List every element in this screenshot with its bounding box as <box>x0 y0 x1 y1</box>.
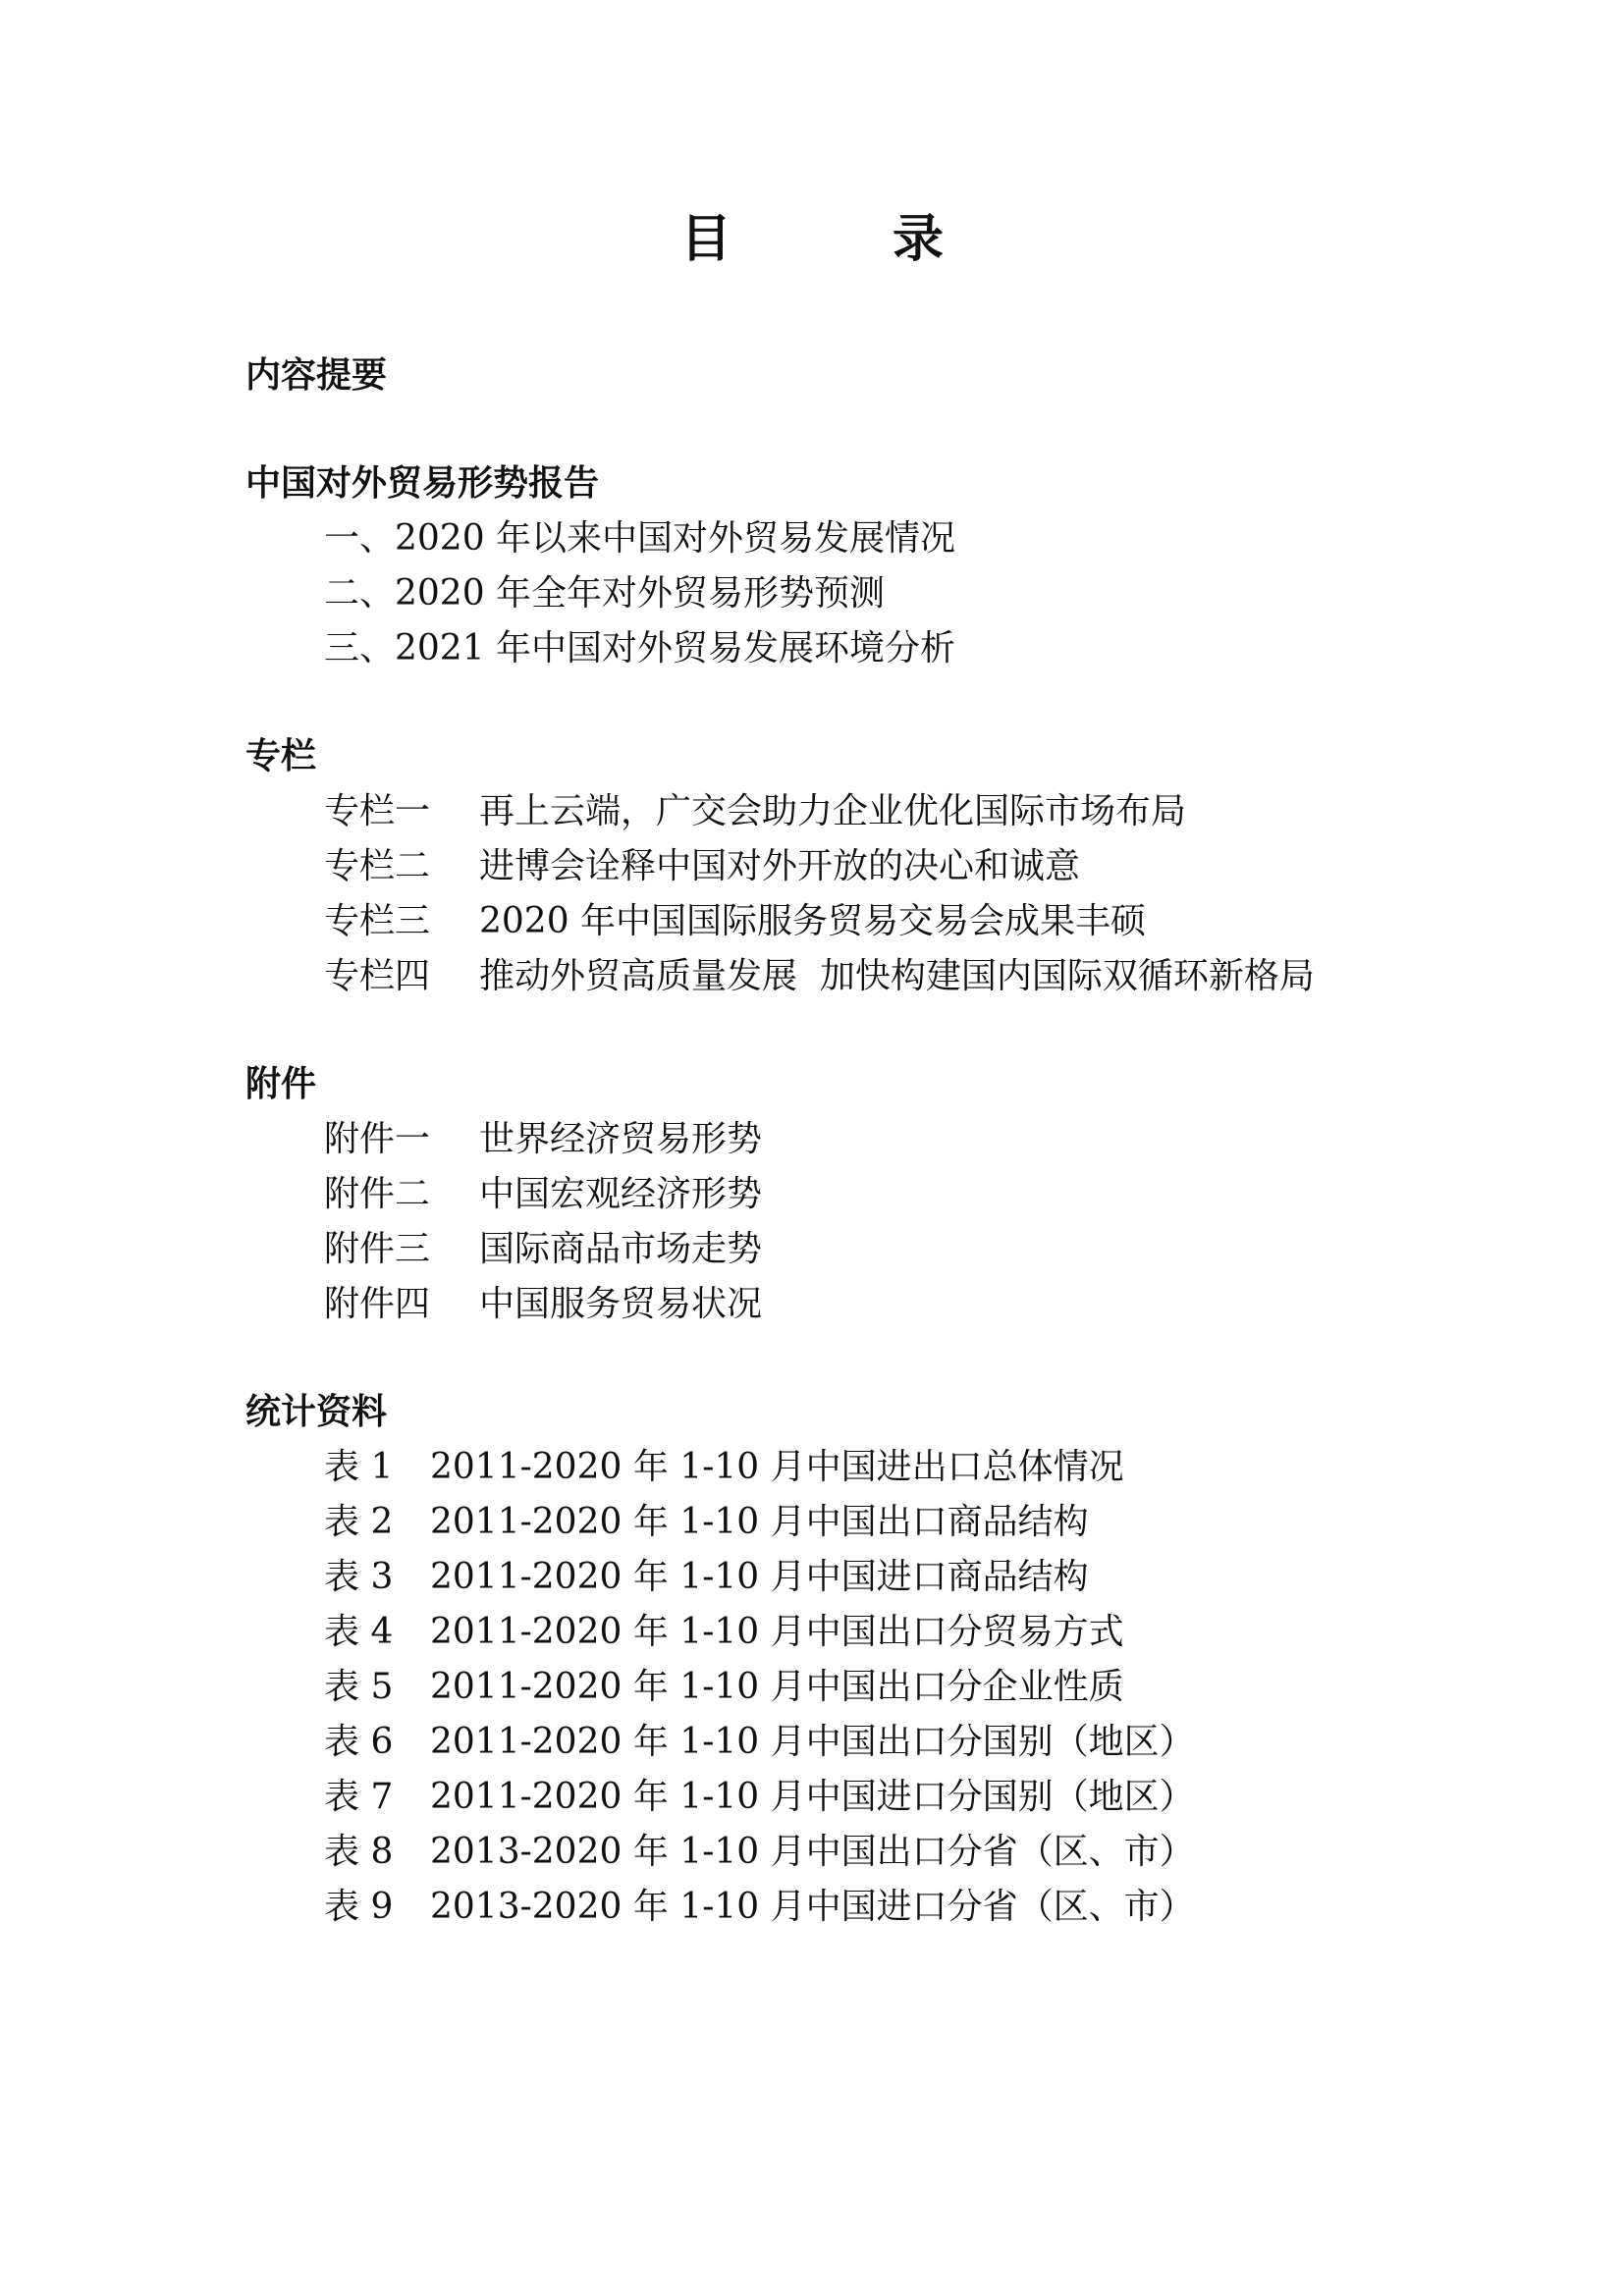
toc-entry-table-5[interactable] <box>245 1660 1483 1715</box>
toc-entry-table-1[interactable] <box>245 1440 1483 1495</box>
toc-entry-table-6[interactable] <box>245 1715 1483 1770</box>
toc-entry-text: 再上云端，广交会助力企业优化国际市场布局 <box>479 791 1187 831</box>
toc-entry-label: 表 7 <box>324 1777 394 1817</box>
toc-entry-appendix-1[interactable] <box>245 1112 1483 1167</box>
toc-entry-column-1[interactable] <box>245 784 1483 839</box>
toc-entry-appendix-4[interactable] <box>245 1277 1483 1332</box>
toc-entry-text: 2011-2020 年 1-10 月中国进口分国别（地区） <box>430 1777 1195 1817</box>
toc-entry-label: 表 2 <box>324 1502 394 1542</box>
toc-entry-label: 专栏四 <box>324 956 431 996</box>
toc-entry-text: 中国宏观经济形势 <box>479 1174 763 1214</box>
toc-entry-text: 2011-2020 年 1-10 月中国出口分企业性质 <box>430 1667 1124 1707</box>
toc-entry-label: 附件四 <box>324 1284 431 1324</box>
toc-entry-appendix-2[interactable] <box>245 1167 1483 1222</box>
toc-entry-report-2[interactable] <box>245 566 1483 621</box>
toc-entry-label: 附件二 <box>324 1174 431 1214</box>
toc-entry-column-3[interactable] <box>245 894 1483 949</box>
toc-entry-table-7[interactable] <box>245 1770 1483 1825</box>
toc-entry-report-1[interactable] <box>245 511 1483 566</box>
toc-entry-label: 专栏二 <box>324 846 431 886</box>
toc-entry-text: 2011-2020 年 1-10 月中国进出口总体情况 <box>430 1447 1124 1487</box>
toc-entry-label: 表 6 <box>324 1722 394 1762</box>
toc-entry-text: 2011-2020 年 1-10 月中国出口分贸易方式 <box>430 1612 1124 1652</box>
toc-entry-text: 2011-2020 年 1-10 月中国出口商品结构 <box>430 1502 1089 1542</box>
toc-entry-text: 推动外贸高质量发展 加快构建国内国际双循环新格局 <box>479 956 1315 996</box>
toc-entry-table-9[interactable] <box>245 1880 1483 1935</box>
section-heading-summary[interactable]: 内容提要 <box>245 355 388 396</box>
section-summary <box>245 348 1483 403</box>
toc-entry-text: 2011-2020 年 1-10 月中国进口商品结构 <box>430 1557 1089 1597</box>
toc-entry-table-3[interactable] <box>245 1550 1483 1605</box>
toc-entry-text: 二、2020 年全年对外贸易形势预测 <box>324 573 886 614</box>
toc-entry-label: 表 5 <box>324 1667 394 1707</box>
section-report <box>245 456 1483 676</box>
toc-entry-label: 表 4 <box>324 1612 394 1652</box>
toc-entry-table-8[interactable] <box>245 1825 1483 1880</box>
toc-entry-text: 一、2020 年以来中国对外贸易发展情况 <box>324 518 956 559</box>
toc-entry-label: 专栏三 <box>324 901 431 941</box>
toc-entry-text: 2011-2020 年 1-10 月中国出口分国别（地区） <box>430 1722 1195 1762</box>
toc-entry-text: 2013-2020 年 1-10 月中国进口分省（区、市） <box>430 1887 1195 1927</box>
toc-entry-appendix-3[interactable] <box>245 1222 1483 1277</box>
section-columns <box>245 729 1483 1004</box>
toc-entry-text: 三、2021 年中国对外贸易发展环境分析 <box>324 628 956 668</box>
toc-entry-label: 表 9 <box>324 1887 394 1927</box>
toc-entry-label: 附件三 <box>324 1229 431 1269</box>
table-of-contents <box>245 348 1483 1935</box>
toc-entry-label: 专栏一 <box>324 791 431 831</box>
toc-entry-table-4[interactable] <box>245 1605 1483 1660</box>
section-heading-report[interactable]: 中国对外贸易形势报告 <box>245 463 600 504</box>
toc-entry-table-2[interactable] <box>245 1495 1483 1550</box>
toc-entry-label: 表 8 <box>324 1832 394 1872</box>
section-heading-columns[interactable]: 专栏 <box>245 736 317 776</box>
toc-entry-text: 2013-2020 年 1-10 月中国出口分省（区、市） <box>430 1832 1195 1872</box>
section-statistics <box>245 1385 1483 1935</box>
toc-entry-text: 中国服务贸易状况 <box>479 1284 763 1324</box>
toc-entry-text: 世界经济贸易形势 <box>479 1119 763 1159</box>
section-appendix <box>245 1057 1483 1332</box>
toc-entry-label: 附件一 <box>324 1119 431 1159</box>
section-heading-appendix[interactable]: 附件 <box>245 1064 317 1104</box>
toc-entry-text: 进博会诠释中国对外开放的决心和诚意 <box>479 846 1081 886</box>
toc-entry-label: 表 1 <box>324 1447 394 1487</box>
toc-entry-column-2[interactable] <box>245 839 1483 894</box>
page-title: 目 录 <box>679 209 999 269</box>
section-heading-statistics[interactable]: 统计资料 <box>245 1392 388 1432</box>
toc-entry-text: 国际商品市场走势 <box>479 1229 763 1269</box>
toc-entry-label: 表 3 <box>324 1557 394 1597</box>
toc-entry-column-4[interactable] <box>245 949 1483 1004</box>
toc-entry-text: 2020 年中国国际服务贸易交易会成果丰硕 <box>479 901 1147 941</box>
toc-entry-report-3[interactable] <box>245 621 1483 676</box>
